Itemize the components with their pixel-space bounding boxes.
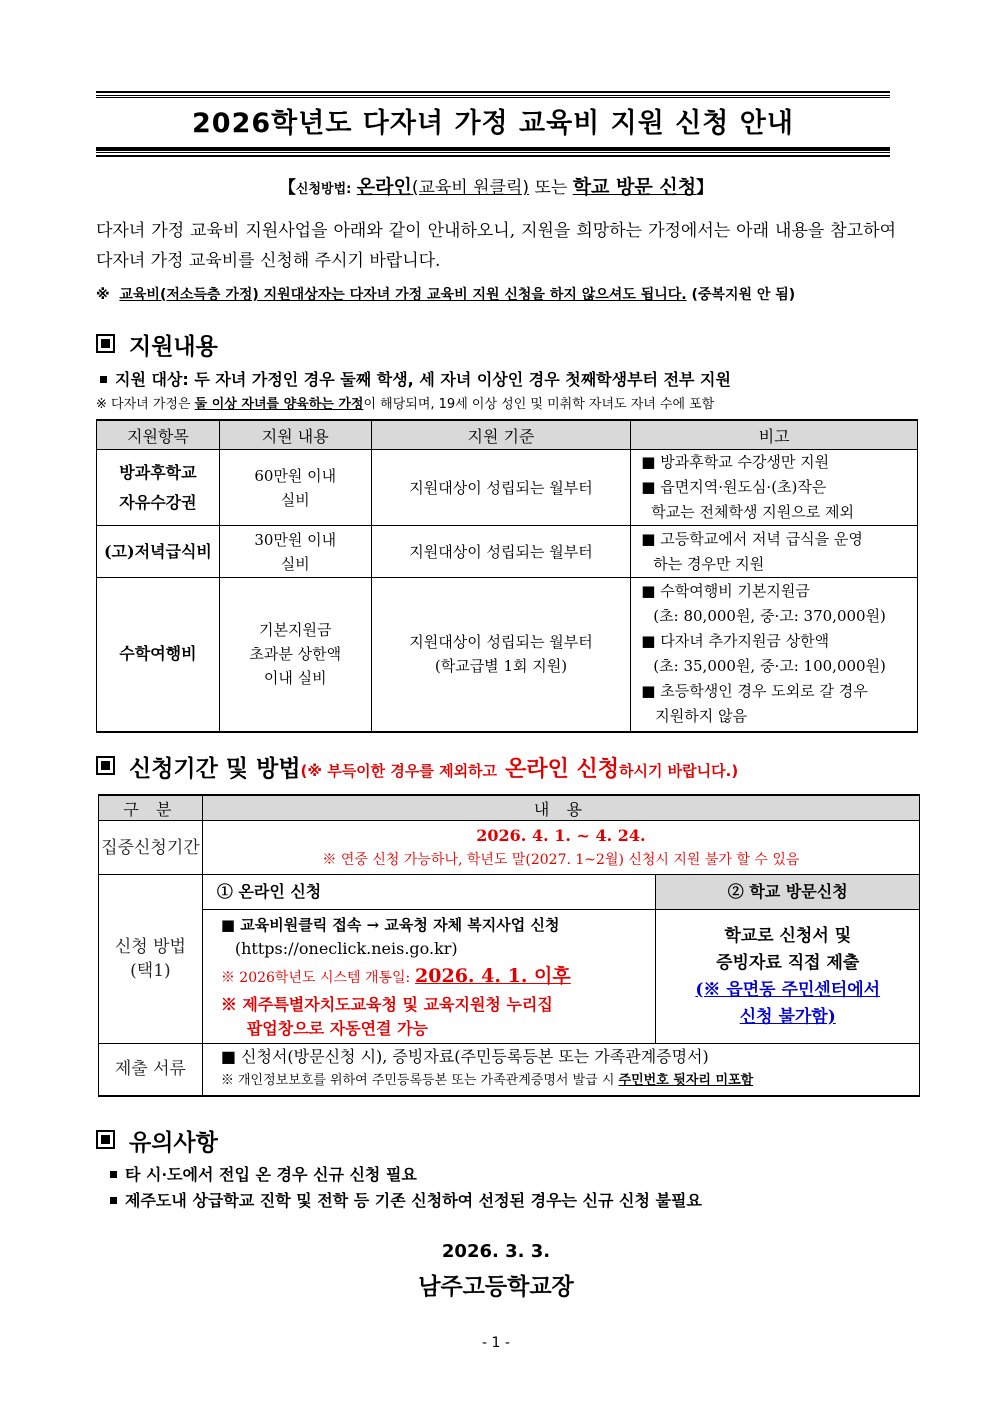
header-content: 내 용 [202, 795, 919, 821]
method-table [98, 794, 920, 1097]
method-visit: 학교 방문 신청 [572, 176, 697, 198]
period-label: 집중신청기간 [99, 821, 203, 875]
online-heading: ① 온라인 신청 [202, 875, 656, 910]
section-heading-method [96, 750, 738, 783]
row-basis: 지원대상이 성립되는 월부터 [371, 526, 631, 578]
notice-mark: ※ [96, 287, 110, 303]
table-header-row [99, 795, 920, 821]
row-note: ■ 고등학교에서 저녁 급식을 운영 하는 경우만 지원 [631, 526, 918, 578]
visit-warning-1: (※ 읍면동 주민센터에서 [695, 979, 881, 1000]
period-note: ※ 연중 신청 가능하나, 학년도 말(2027. 1~2월) 신청시 지원 불가 할 수 있음 [322, 851, 800, 868]
table-row [97, 578, 918, 732]
visit-warning-2: 신청 불가함) [739, 1006, 836, 1027]
table-row [97, 526, 918, 578]
square-bullet-icon [110, 1197, 117, 1204]
online-url: (https://oneclick.neis.go.kr) [234, 938, 458, 958]
header-content: 지원 내용 [219, 420, 371, 450]
row-item: 수학여행비 [97, 578, 220, 732]
visit-heading: ② 학교 방문신청 [656, 875, 920, 910]
method-paren-close: 하시기 바랍니다.) [618, 762, 739, 780]
target-text: 지원 대상: 두 자녀 가정인 경우 둘째 학생, 세 자녀 이상인 경우 첫째학생부터 전부 지원 [115, 370, 731, 389]
period-date: 2026. 4. 1. ~ 4. 24. [476, 825, 646, 845]
row-content: 60만원 이내 실비 [219, 450, 371, 526]
support-target [100, 367, 731, 390]
table-row [99, 910, 920, 1044]
section3-title: 유의사항 [129, 1130, 218, 1156]
online-line-5: 팝업창으로 자동연결 가능 [246, 1018, 429, 1038]
square-bullet-icon [96, 334, 115, 353]
method-paren-open: (※ 부득이한 경우를 제외하고 [300, 762, 498, 780]
docs-label: 제출 서류 [99, 1044, 203, 1096]
method-label: 신청방법: [295, 182, 352, 197]
bracket-open: 【 [278, 178, 296, 198]
method-label: 신청 방법 (택1) [99, 875, 203, 1044]
docs-line-1: ■ 신청서(방문신청 시), 증빙자료(주민등록등본 또는 가족관계증명서) [220, 1047, 709, 1067]
support-footnote [96, 393, 714, 412]
page-title: 2026학년도 다자녀 가정 교육비 지원 신청 안내 [192, 108, 794, 139]
method-online-sub: (교육비 원클릭) [411, 178, 530, 198]
online-open-label: ※ 2026학년도 시스템 개통일: [220, 969, 411, 986]
online-line-1: ■ 교육비원클릭 접속 → 교육청 자체 복지사업 신청 [220, 915, 560, 934]
bracket-close: 】 [696, 178, 714, 198]
square-bullet-icon [100, 376, 107, 383]
footnote-underlined: 둘 이상 자녀를 양육하는 가정 [194, 397, 364, 412]
section-heading-support [96, 328, 218, 361]
header-category: 구 분 [99, 795, 203, 821]
page-number: - 1 - [482, 1335, 510, 1351]
visit-detail [656, 910, 920, 1044]
square-bullet-icon [96, 756, 115, 775]
square-bullet-icon [96, 1130, 115, 1149]
title-box [96, 95, 890, 153]
row-note: ■ 수학여행비 기본지원금 (초: 80,000원, 중·고: 370,000원) ■ 다자녀 추가지원금 상한액 (초: 35,000원, 중·고: 100,000원) ■ 초등학생인 경우 도외로 갈 경우 지원하지 않음 [631, 578, 918, 732]
row-item: (고)저녁급식비 [97, 526, 220, 578]
square-bullet-icon [110, 1171, 117, 1178]
intro-text: 다자녀 가정 교육비 지원사업을 아래와 같이 안내하오니, 지원을 희망하는 가정에서는 아래 내용을 참고하여 다자녀 가정 교육비를 신청해 주시기 바랍니다. [96, 221, 896, 271]
row-content: 기본지원금 초과분 상한액 이내 실비 [219, 578, 371, 732]
table-row [99, 821, 920, 875]
section-heading-notes [96, 1124, 218, 1157]
online-open-date: 2026. 4. 1. 이후 [415, 964, 571, 987]
support-table [96, 419, 918, 733]
table-row [97, 450, 918, 526]
online-line-4: ※ 제주특별자치도교육청 및 교육지원청 누리집 [220, 994, 553, 1014]
notice-line [96, 284, 906, 304]
header-basis: 지원 기준 [371, 420, 631, 450]
header-item: 지원항목 [97, 420, 220, 450]
docs-line-2: ※ 개인정보보호를 위하여 주민등록등본 또는 가족관계증명서 발급 시 [220, 1073, 615, 1089]
footnote-pre: ※ 다자녀 가정은 [96, 397, 191, 412]
list-item: 타 시·도에서 전입 온 경우 신규 신청 필요 [110, 1162, 417, 1185]
row-item: 방과후학교 자유수강권 [97, 450, 220, 526]
table-row [99, 1044, 920, 1096]
list-item: 제주도내 상급학교 진학 및 전학 등 기존 신청하여 선정된 경우는 신규 신청 불필요 [110, 1188, 702, 1211]
online-detail [202, 910, 656, 1044]
docs-line-2-underlined: 주민번호 뒷자리 미포함 [618, 1073, 754, 1089]
notice-tail: (중복지원 안 됨) [691, 287, 796, 303]
period-cell [202, 821, 919, 875]
method-online-emphasis: 온라인 신청 [505, 757, 619, 782]
docs-cell [202, 1044, 919, 1096]
notice-underlined: 교육비(저소득층 가정) 지원대상자는 다자녀 가정 교육비 지원 신청을 하지 않으셔도 됩니다. [119, 287, 687, 303]
section1-title: 지원내용 [129, 334, 218, 360]
method-or: 또는 [534, 178, 568, 198]
table-header-row [97, 420, 918, 450]
visit-line-1: 학교로 신청서 및 [724, 925, 852, 946]
application-method [0, 172, 992, 199]
issue-date: 2026. 3. 3. [441, 1241, 551, 1262]
signer: 남주고등학교장 [418, 1274, 574, 1300]
row-note: ■ 방과후학교 수강생만 지원 ■ 읍면지역·원도심·(초)작은 학교는 전체학생 지원으로 제외 [631, 450, 918, 526]
row-basis: 지원대상이 성립되는 월부터 (학교급별 1회 지원) [371, 578, 631, 732]
section2-title: 신청기간 및 방법 [129, 756, 301, 782]
table-row [99, 875, 920, 910]
row-content: 30만원 이내 실비 [219, 526, 371, 578]
visit-line-2: 증빙자료 직접 제출 [716, 952, 860, 973]
header-note: 비고 [631, 420, 918, 450]
row-basis: 지원대상이 성립되는 월부터 [371, 450, 631, 526]
footnote-post: 이 해당되며, 19세 이상 성인 및 미취학 자녀도 자녀 수에 포함 [363, 397, 715, 412]
method-online: 온라인 [356, 176, 412, 198]
